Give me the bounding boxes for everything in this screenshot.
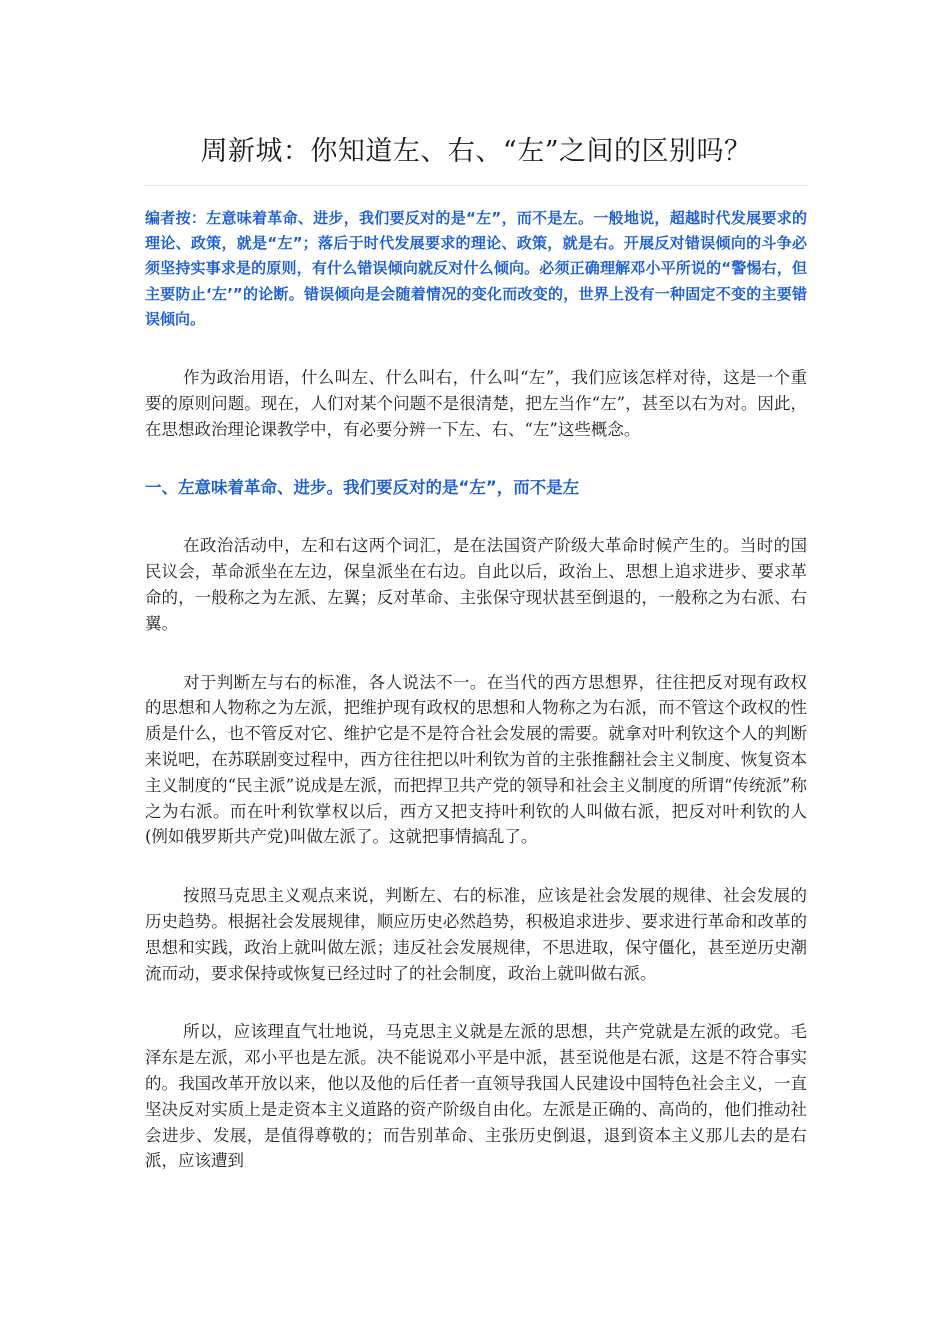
section-heading: 一、左意味着革命、进步。我们要反对的是“左”，而不是左 [145, 478, 580, 498]
body-paragraph: 按照马克思主义观点来说，判断左、右的标准，应该是社会发展的规律、社会发展的历史趋势。根据社会发展规律，顺应历史必然趋势，积极追求进步、要求进行革命和改革的思想和实践，政治上就叫做左派；违反社会发展规律，不思进取，保守僵化，甚至逆历史潮流而动，要求保持或恢复已经过时了的社会制度，政治上就叫做右派。 [145, 886, 807, 983]
document-page [145, 0, 807, 1174]
body-paragraph: 在政治活动中，左和右这两个词汇，是在法国资产阶级大革命时候产生的。当时的国民议会，革命派坐在左边，保皇派坐在右边。自此以后，政治上、思想上追求进步、要求革命的，一般称之为左派、左翼；反对革命、主张保守现状甚至倒退的，一般称之为右派、右翼。 [145, 536, 807, 633]
editor-note: 编者按：左意味着革命、进步，我们要反对的是“左”，而不是左。一般地说，超越时代发展要求的理论、政策，就是“左”；落后于时代发展要求的理论、政策，就是右。开展反对错误倾向的斗争必须坚持实事求是的原则，有什么错误倾向就反对什么倾向。必须正确理解邓小平所说的“警惕右，但主要防止‘左’”的论断。错误倾向是会随着情况的变化而改变的，世界上没有一种固定不变的主要错误倾向。 [145, 209, 807, 328]
body-paragraph: 对于判断左与右的标准，各人说法不一。在当代的西方思想界，往往把反对现有政权的思想和人物称之为左派，把维护现有政权的思想和人物称之为右派，而不管这个政权的性质是什么，也不管反对它、维护它是不是符合社会发展的需要。就拿对叶利钦这个人的判断来说吧，在苏联剧变过程中，西方往往把以叶利钦为首的主张推翻社会主义制度、恢复资本主义制度的“民主派”说成是左派，而把捍卫共产党的领导和社会主义制度的所谓“传统派”称之为右派。而在叶利钦掌权以后，西方又把支持叶利钦的人叫做右派，把反对叶利钦的人(例如俄罗斯共产党)叫做左派了。这就把事情搞乱了。 [145, 672, 807, 847]
body-paragraph: 所以，应该理直气壮地说，马克思主义就是左派的思想，共产党就是左派的政党。毛泽东是左派，邓小平也是左派。决不能说邓小平是中派，甚至说他是右派，这是不符合事实的。我国改革开放以来，他以及他的后任者一直领导我国人民建设中国特色社会主义，一直坚决反对实质上是走资本主义道路的资产阶级自由化。左派是正确的、高尚的，他们推动社会进步、发展，是值得尊敬的；而告别革命、主张历史倒退，退到资本主义那儿去的是右派，应该遭到 [145, 1022, 807, 1171]
title-divider [145, 185, 807, 186]
intro-paragraph: 作为政治用语，什么叫左、什么叫右，什么叫“左”，我们应该怎样对待，这是一个重要的原则问题。现在，人们对某个问题不是很清楚，把左当作“左”，甚至以右为对。因此，在思想政治理论课教学中，有必要分辨一下左、右、“左”这些概念。 [145, 368, 807, 439]
article-title: 周新城：你知道左、右、“左”之间的区别吗？ [200, 136, 752, 167]
